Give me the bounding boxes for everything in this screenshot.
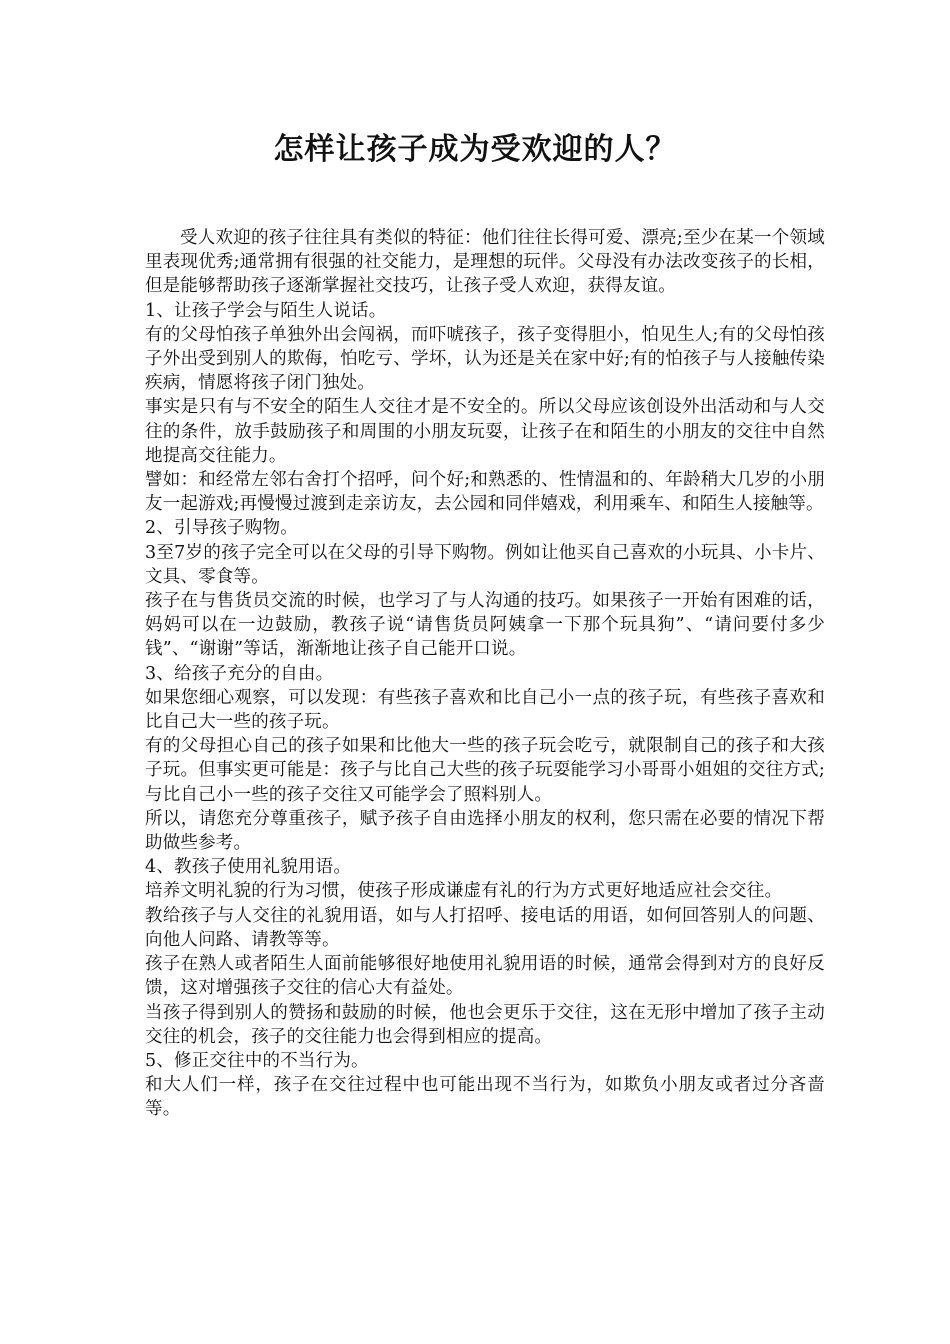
paragraph: 有的父母怕孩子单独外出会闯祸，而吓唬孩子，孩子变得胆小，怕见生人;有的父母怕孩子外出受到别人的欺侮，怕吃亏、学坏，认为还是关在家中好;有的怕孩子与人接触传染疾病，情愿将孩子闭门独处。 — [145, 324, 825, 394]
document-title: 怎样让孩子成为受欢迎的人？ — [273, 132, 677, 167]
section-heading-2: 2、引导孩子购物。 — [145, 518, 298, 539]
section-heading-1: 1、让孩子学会与陌生人说话。 — [145, 300, 387, 321]
paragraph: 教给孩子与人交往的礼貌用语，如与人打招呼、接电话的用语，如何回答别人的问题、向他人问路、请教等等。 — [145, 905, 825, 950]
document-body — [145, 226, 825, 1122]
paragraph: 孩子在熟人或者陌生人面前能够很好地使用礼貌用语的时候，通常会得到对方的良好反馈，这对增强孩子交往的信心大有益处。 — [145, 954, 825, 999]
section-heading-4: 4、教孩子使用礼貌用语。 — [145, 857, 352, 878]
paragraph: 和大人们一样，孩子在交往过程中也可能出现不当行为，如欺负小朋友或者过分吝啬等。 — [145, 1075, 825, 1120]
paragraph: 培养文明礼貌的行为习惯，使孩子形成谦虚有礼的行为方式更好地适应社会交往。 — [145, 881, 783, 902]
paragraph: 事实是只有与不安全的陌生人交往才是不安全的。所以父母应该创设外出活动和与人交往的条件，放手鼓励孩子和周围的小朋友玩耍，让孩子在和陌生的小朋友的交往中自然地提高交往能力。 — [145, 397, 825, 466]
paragraph: 3至7岁的孩子完全可以在父母的引导下购物。例如让他买自己喜欢的小玩具、小卡片、文具、零食等。 — [145, 542, 825, 587]
paragraph: 孩子在与售货员交流的时候，也学习了与人沟通的技巧。如果孩子一开始有困难的话，妈妈可以在一边鼓励，教孩子说“请售货员阿姨拿一下那个玩具狗”、“请问要付多少钱”、“谢谢”等话，渐渐地让孩子自己能开口说。 — [145, 591, 825, 660]
section-heading-5: 5、修正交往中的不当行为。 — [145, 1050, 369, 1071]
paragraph: 如果您细心观察，可以发现：有些孩子喜欢和比自己小一点的孩子玩，有些孩子喜欢和比自己大一些的孩子玩。 — [145, 687, 825, 733]
paragraph: 当孩子得到别人的赞扬和鼓励的时候，他也会更乐于交往，这在无形中增加了孩子主动交往的机会，孩子的交往能力也会得到相应的提高。 — [145, 1002, 825, 1047]
paragraph: 譬如：和经常左邻右舍打个招呼，问个好;和熟悉的、性情温和的、年龄稍大几岁的小朋友一起游戏;再慢慢过渡到走亲访友，去公园和同伴嬉戏，利用乘车、和陌生人接触等。 — [145, 470, 825, 515]
paragraph: 所以，请您充分尊重孩子，赋予孩子自由选择小朋友的权利，您只需在必要的情况下帮助做些参考。 — [145, 808, 825, 854]
section-heading-3: 3、给孩子充分的自由。 — [145, 663, 334, 684]
intro-paragraph: 受人欢迎的孩子往往具有类似的特征：他们往往长得可爱、漂亮;至少在某一个领域里表现优秀;通常拥有很强的社交能力，是理想的玩伴。父母没有办法改变孩子的长相，但是能够帮助孩子逐渐掌握社交技巧，让孩子受人欢迎，获得友谊。 — [145, 228, 825, 297]
paragraph: 有的父母担心自己的孩子如果和比他大一些的孩子玩会吃亏，就限制自己的孩子和大孩子玩。但事实更可能是：孩子与比自己大些的孩子玩耍能学习小哥哥小姐姐的交往方式;与比自己小一些的孩子交往又可能学会了照料别人。 — [145, 736, 825, 805]
